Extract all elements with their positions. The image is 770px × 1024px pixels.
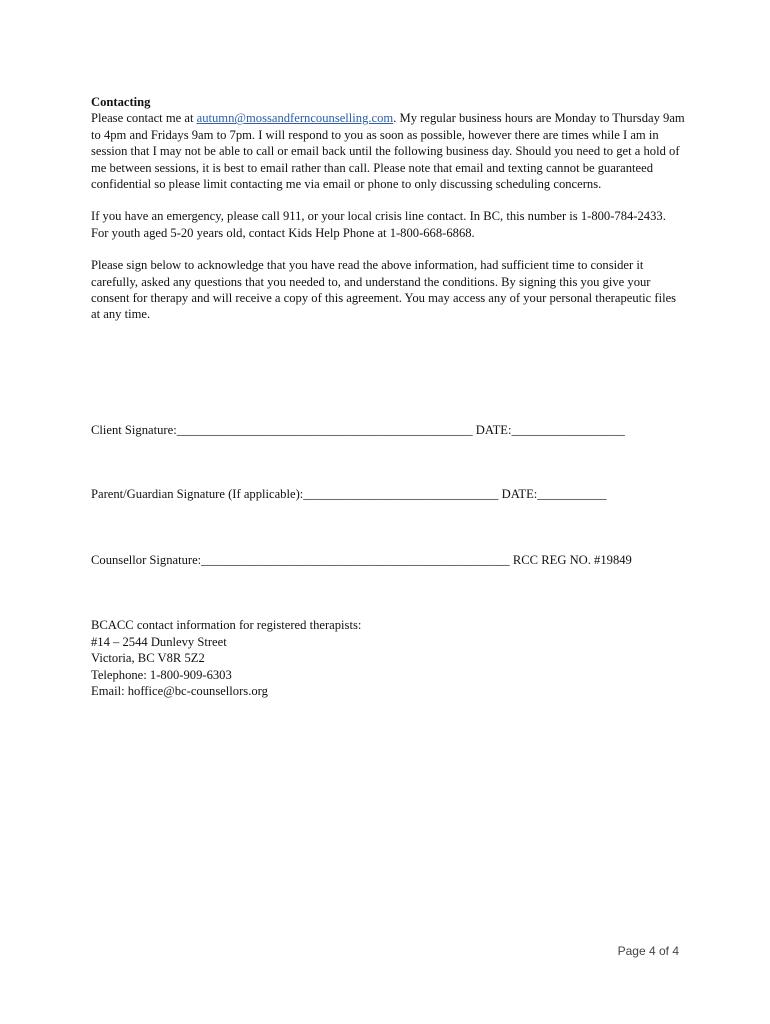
email-link[interactable]: autumn@mossandferncounselling.com (196, 111, 394, 126)
contacting-section (91, 94, 685, 339)
bcacc-telephone: Telephone: 1-800-909-6303 (91, 667, 232, 682)
page-number: Page 4 of 4 (617, 944, 679, 958)
section-heading: Contacting (91, 95, 151, 109)
acknowledgement-paragraph: Please sign below to acknowledge that you have read the above information, had sufficient time to consider it carefully, asked any questions that you needed to, and understand the conditions. By signing this you give your consent for therapy and will receive a copy of this agreement. You may access any of your personal therapeutic files at any time. (91, 258, 677, 322)
contact-paragraph-prefix: Please contact me at (91, 111, 197, 126)
contact-paragraph (91, 110, 685, 192)
bcacc-address-line1: #14 – 2544 Dunlevy Street (91, 634, 227, 649)
bcacc-address-line2: Victoria, BC V8R 5Z2 (91, 651, 205, 666)
contact-paragraph-suffix: . My regular business hours are Monday to Thursday 9am to 4pm and Fridays 9am to 7pm. I will respond to you as soon as possible, however there are times while I am in session that I may not be able to call or email back until the following business day. Should you need to get a hold of me between sessions, it is best to email rather than call. Please note that email and texting cannot be guaranteed confidential so please limit contacting me via email or phone to only discussing scheduling concerns. (91, 111, 685, 192)
bcacc-contact-block (91, 617, 361, 700)
emergency-paragraph: If you have an emergency, please call 911, or your local crisis line contact. In BC, this number is 1-800-784-2433. For youth aged 5-20 years old, contact Kids Help Phone at 1-800-668-6868. (91, 209, 666, 240)
bcacc-email: Email: hoffice@bc-counsellors.org (91, 684, 268, 699)
counsellor-signature-line[interactable]: Counsellor Signature:_________________________________________________ RCC REG NO. #19849 (91, 553, 632, 567)
bcacc-title: BCACC contact information for registered therapists: (91, 618, 362, 632)
client-signature-line[interactable]: Client Signature:_______________________________________________ DATE:__________________ (91, 423, 625, 437)
parent-signature-line[interactable]: Parent/Guardian Signature (If applicable):_______________________________ DATE:___________ (91, 487, 607, 501)
